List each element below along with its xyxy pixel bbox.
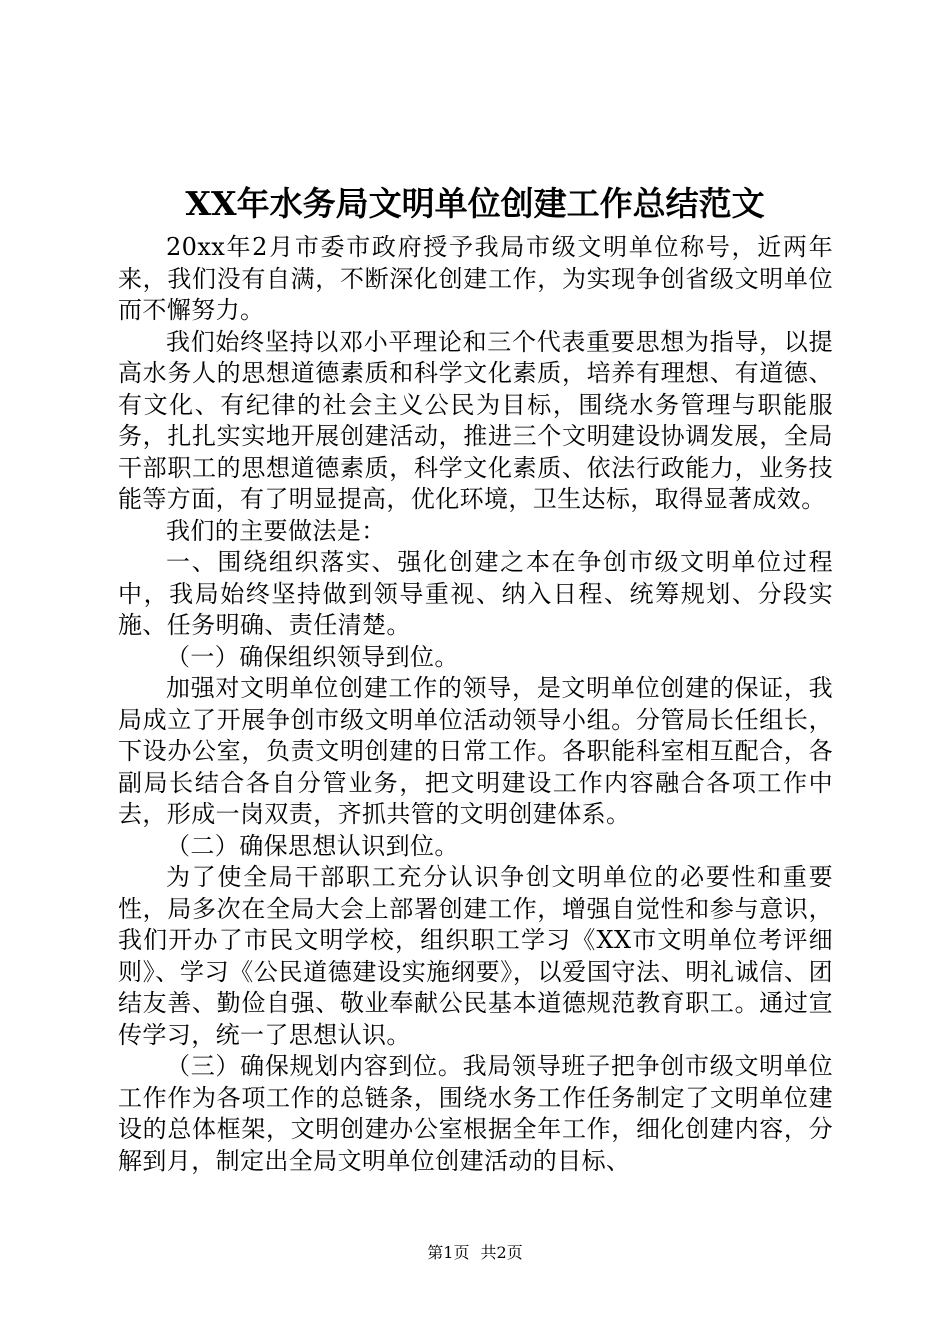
paragraph-guiding-principle: 我们始终坚持以邓小平理论和三个代表重要思想为指导，以提高水务人的思想道德素质和科学文化素质，培养有理想、有道德、有文化、有纪律的社会主义公民为目标，围绕水务管理与职能服务，扎扎实实地开展创建活动，推进三个文明建设协调发展，全局干部职工的思想道德素质，科学文化素质、依法行政能力，业务技能等方面，有了明显提高，优化环境，卫生达标，取得显著成效。 <box>118 327 833 513</box>
paragraph-awareness: 为了使全局干部职工充分认识争创文明单位的必要性和重要性，局多次在全局大会上部署创建工作，增强自觉性和参与意识，我们开办了市民文明学校，组织职工学习《XX市文明单位考评细则》、学习《公民道德建设实施纲要》，以爱国守法、明礼诚信、团结友善、勤俭自强、敬业奉献公民基本道德规范教育职工。通过宣传学习，统一了思想认识。 <box>118 863 833 1049</box>
subsection-heading-1: （一）确保组织领导到位。 <box>166 642 459 671</box>
subsection-heading-2: （二）确保思想认识到位。 <box>166 831 459 860</box>
paragraph-main-practices: 我们的主要做法是： <box>166 516 386 545</box>
paragraph-intro: 20xx年2月市委市政府授予我局市级文明单位称号，近两年来，我们没有自满，不断深化创建工作，为实现争创省级文明单位而不懈努力。 <box>118 233 833 324</box>
page-number: 第1页 <box>427 1243 470 1262</box>
paragraph-planning: （三）确保规划内容到位。我局领导班子把争创市级文明单位工作作为各项工作的总链条，围绕水务工作任务制定了文明单位建设的总体框架，文明创建办公室根据全年工作，细化创建内容，分解到月，制定出全局文明单位创建活动的目标、 <box>118 1052 833 1175</box>
section-heading-1: 一、围绕组织落实、强化创建之本在争创市级文明单位过程中，我局始终坚持做到领导重视、纳入日程、统筹规划、分段实施、任务明确、责任清楚。 <box>118 548 833 639</box>
page-footer <box>0 1243 950 1263</box>
document-body <box>118 232 833 1177</box>
document-title: XX年水务局文明单位创建工作总结范文 <box>185 184 765 223</box>
page-total: 共2页 <box>480 1243 523 1262</box>
paragraph-leadership: 加强对文明单位创建工作的领导，是文明单位创建的保证，我局成立了开展争创市级文明单位活动领导小组。分管局长任组长，下设办公室，负责文明创建的日常工作。各职能科室相互配合，各副局长结合各自分管业务，把文明建设工作内容融合各项工作中去，形成一岗双责，齐抓共管的文明创建体系。 <box>118 674 833 828</box>
